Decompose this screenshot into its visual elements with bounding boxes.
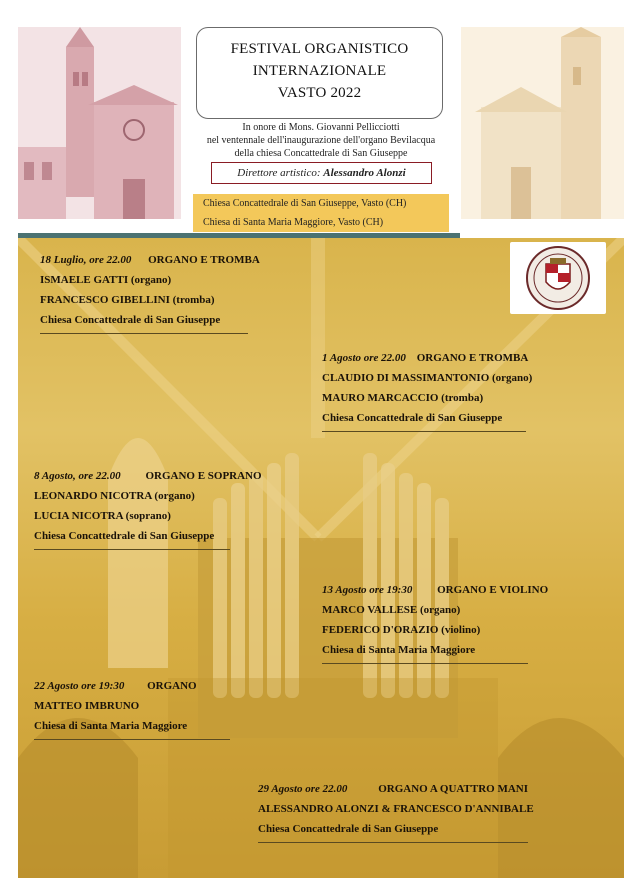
- director-label: Direttore artistico:: [237, 167, 321, 179]
- venue-line-1: Chiesa Concattedrale di San Giuseppe, Vasto (CH): [203, 198, 407, 209]
- separator-line: [258, 842, 528, 843]
- performer: LUCIA NICOTRA (soprano): [34, 510, 171, 522]
- concert-type: ORGANO E VIOLINO: [437, 584, 549, 596]
- concert-venue: Chiesa di Santa Maria Maggiore: [34, 720, 188, 732]
- performer: ALESSANDRO ALONZI & FRANCESCO D'ANNIBALE: [258, 803, 534, 815]
- performer: LEONARDO NICOTRA (organo): [34, 490, 195, 502]
- concert-date: 22 Agosto ore 19:30: [34, 680, 125, 692]
- concert-type: ORGANO E TROMBA: [148, 254, 260, 266]
- coat-of-arms-emblem: [510, 242, 606, 314]
- concert-6: [258, 779, 598, 843]
- dedication-line-1: In onore di Mons. Giovanni Pellicciotti: [242, 122, 400, 133]
- concert-venue: Chiesa Concattedrale di San Giuseppe: [258, 823, 439, 835]
- venues-box: [193, 194, 449, 232]
- performer: MAURO MARCACCIO (tromba): [322, 392, 484, 404]
- concert-5: [34, 676, 274, 740]
- performer: MATTEO IMBRUNO: [34, 700, 140, 712]
- title-line-1: FESTIVAL ORGANISTICO: [230, 41, 409, 57]
- dedication-line-3: della chiesa Concattedrale di San Giuseppe: [234, 148, 408, 159]
- performer: FRANCESCO GIBELLINI (tromba): [40, 294, 215, 306]
- concert-venue: Chiesa Concattedrale di San Giuseppe: [34, 530, 215, 542]
- concert-venue: Chiesa Concattedrale di San Giuseppe: [40, 314, 221, 326]
- title-line-3: VASTO 2022: [277, 85, 362, 101]
- performer: FEDERICO D'ORAZIO (violino): [322, 624, 481, 636]
- concert-type: ORGANO E TROMBA: [416, 352, 529, 364]
- concert-date: 1 Agosto ore 22.00: [322, 352, 406, 364]
- concert-type: ORGANO E SOPRANO: [145, 470, 262, 482]
- separator-line: [34, 549, 230, 550]
- separator-line: [34, 739, 230, 740]
- concert-date: 18 Luglio, ore 22.00: [40, 254, 132, 266]
- artistic-director-box: [211, 162, 432, 184]
- separator-line: [322, 431, 526, 432]
- concert-date: 8 Agosto, ore 22.00: [34, 470, 121, 482]
- performer: ISMAELE GATTI (organo): [40, 274, 172, 286]
- concert-venue: Chiesa di Santa Maria Maggiore: [322, 644, 476, 656]
- concert-3: [34, 466, 314, 550]
- concert-1: [40, 250, 300, 334]
- separator-line: [322, 663, 528, 664]
- concert-2: [322, 348, 582, 432]
- church-tower-illustration: [461, 27, 624, 219]
- performer: MARCO VALLESE (organo): [322, 604, 461, 616]
- concert-date: 29 Agosto ore 22.00: [258, 783, 348, 795]
- concert-type: ORGANO A QUATTRO MANI: [378, 783, 529, 795]
- church-photo-left: [18, 27, 181, 219]
- performer: CLAUDIO DI MASSIMANTONIO (organo): [322, 372, 533, 384]
- dedication-line-2: nel ventennale dell'inaugurazione dell'organo Bevilacqua: [206, 135, 436, 146]
- concert-venue: Chiesa Concattedrale di San Giuseppe: [322, 412, 503, 424]
- concert-type: ORGANO: [147, 680, 197, 692]
- festival-title-box: [196, 27, 443, 119]
- title-line-2: INTERNAZIONALE: [252, 63, 387, 79]
- concert-date: 13 Agosto ore 19:30: [322, 584, 413, 596]
- church-facade-illustration: [18, 27, 181, 219]
- venue-line-2: Chiesa di Santa Maria Maggiore, Vasto (CH): [203, 217, 384, 228]
- director-name: Alessandro Alonzi: [323, 167, 406, 179]
- concert-4: [322, 580, 602, 664]
- dedication-text: [186, 121, 456, 160]
- church-photo-right: [461, 27, 624, 219]
- vasto-coat-of-arms: [510, 242, 606, 314]
- separator-line: [40, 333, 248, 334]
